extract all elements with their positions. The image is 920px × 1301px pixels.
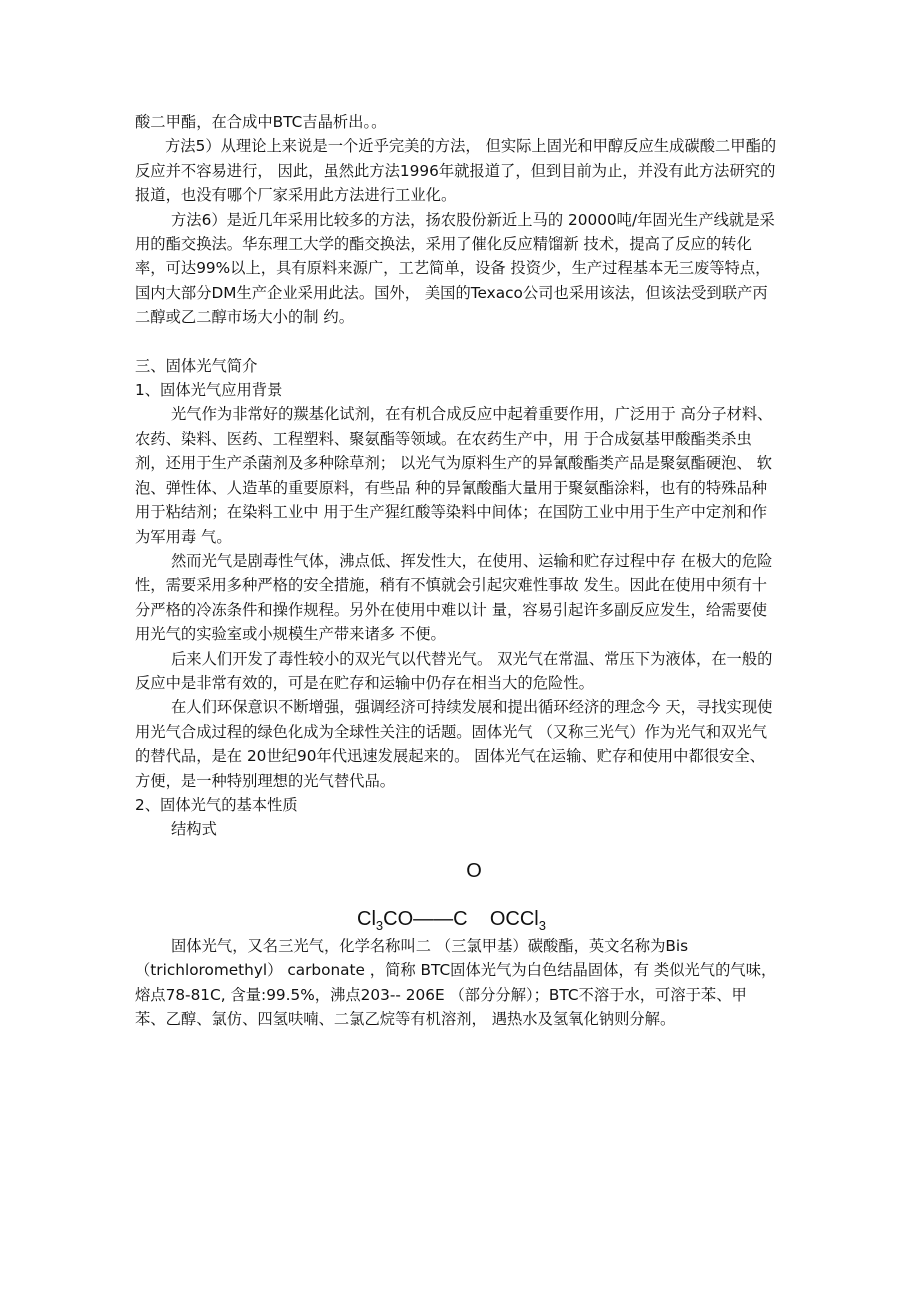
paragraph-phosgene-danger: 然而光气是剧毒性气体，沸点低、挥发性大，在使用、运输和贮存过程中存 在极大的危险性，需要采用多种严格的安全措施，稍有不慎就会引起灾难性事故 发生。因此在使用中须有十分严格的冷冻条件和操作规程。另外在使用中难以计 量，容易引起许多副反应发生，给需要使用光气的实验室或小规模生产带来诸多 不便。 — [135, 551, 773, 644]
formula-bond: —— — [413, 907, 454, 930]
document-body — [135, 110, 777, 1031]
formula-carbonyl-oxygen: O — [466, 859, 482, 882]
formula-left-sub: 3 — [375, 917, 384, 933]
paragraph-diphosgene: 后来人们开发了毒性较小的双光气以代替光气。 双光气在常温、常压下为液体，在一般的反应中是非常有效的，可是在贮存和运输中仍存在相当大的危险性。 — [135, 649, 773, 692]
paragraph-continuation: 酸二甲酯，在合成中BTC吉晶析出。。 — [135, 113, 387, 131]
section-heading: 三、固体光气简介 — [135, 356, 258, 375]
paragraph-method-5: 方法5）从理论上来说是一个近乎完美的方法， 但实际上固光和甲醇反应生成碳酸二甲酯的反应并不容易进行， 因此，虽然此方法1996年就报道了，但到目前为止，并没有此方法研究的报道，也没有哪个厂家采用此方法进行工业化。 — [135, 137, 777, 205]
paragraph-btc-properties: 固体光气，又名三光气，化学名称叫二 （三氯甲基）碳酸酯，英文名称为Bis（trichloromethyl） carbonate ，简称 BTC固体光气为白色结晶固体，有 类似光气的气味，熔点78-81C, 含量:99.5%，沸点203-- 206E （部分分解）；BTC不溶于水，可溶于苯、甲苯、乙醇、氯仿、四氢呋喃、二氯乙烷等有机溶剂， 遇热水及氢氧化钠则分解。 — [135, 936, 777, 1028]
subsection-heading-properties: 2、固体光气的基本性质 — [135, 795, 298, 814]
formula-center-carbon: C — [453, 907, 468, 930]
structural-formula — [135, 904, 777, 934]
paragraph-phosgene-uses: 光气作为非常好的羰基化试剂，在有机合成反应中起着重要作用，广泛用于 高分子材料、农药、染料、医药、工程塑料、聚氨酯等领域。在农药生产中，用 于合成氨基甲酸酯类杀虫剂，还用于生产杀菌剂及多种除草剂； 以光气为原料生产的异氰酸酯类产品是聚氨酯硬泡、 软泡、弹性体、人造革的重要原料，有些品 种的异氰酸酯大量用于聚氨酯涂料，也有的特殊品种用于粘结剂；在染料工业中 用于生产猩红酸等染料中间体；在国防工业中用于生产中定剂和作为军用毒 气。 — [135, 405, 773, 546]
section-gap — [135, 330, 777, 354]
subsection-heading-background: 1、固体光气应用背景 — [135, 381, 283, 400]
formula-left-cl: Cl — [357, 907, 376, 930]
formula-right-group: OCCl — [489, 907, 539, 930]
formula-left-co: CO — [383, 907, 414, 930]
structure-label: 结构式 — [171, 820, 217, 839]
formula-right-sub: 3 — [538, 917, 546, 933]
paragraph-method-6: 方法6）是近几年采用比较多的方法，扬农股份新近上马的 20000吨/年固光生产线就是采用的酯交换法。华东理工大学的酯交换法，采用了催化反应精馏新 技术，提高了反应的转化率，可达99%以上，具有原料来源广，工艺简单，设备 投资少，生产过程基本无三废等特点，国内大部分DM生产企业采用此法。国外， 美国的Texaco公司也采用该法，但该法受到联产丙二醇或乙二醇市场大小的制 约。 — [135, 210, 775, 327]
paragraph-triphosgene: 在人们环保意识不断增强，强调经济可持续发展和提出循环经济的理念今 天，寻找实现使用光气合成过程的绿色化成为全球性关注的话题。固体光气 （又称三光气）作为光气和双光气的替代品，是在 20世纪90年代迅速发展起来的。 固体光气在运输、贮存和使用中都很安全、方便，是一种特别理想的光气替代品。 — [135, 698, 773, 790]
